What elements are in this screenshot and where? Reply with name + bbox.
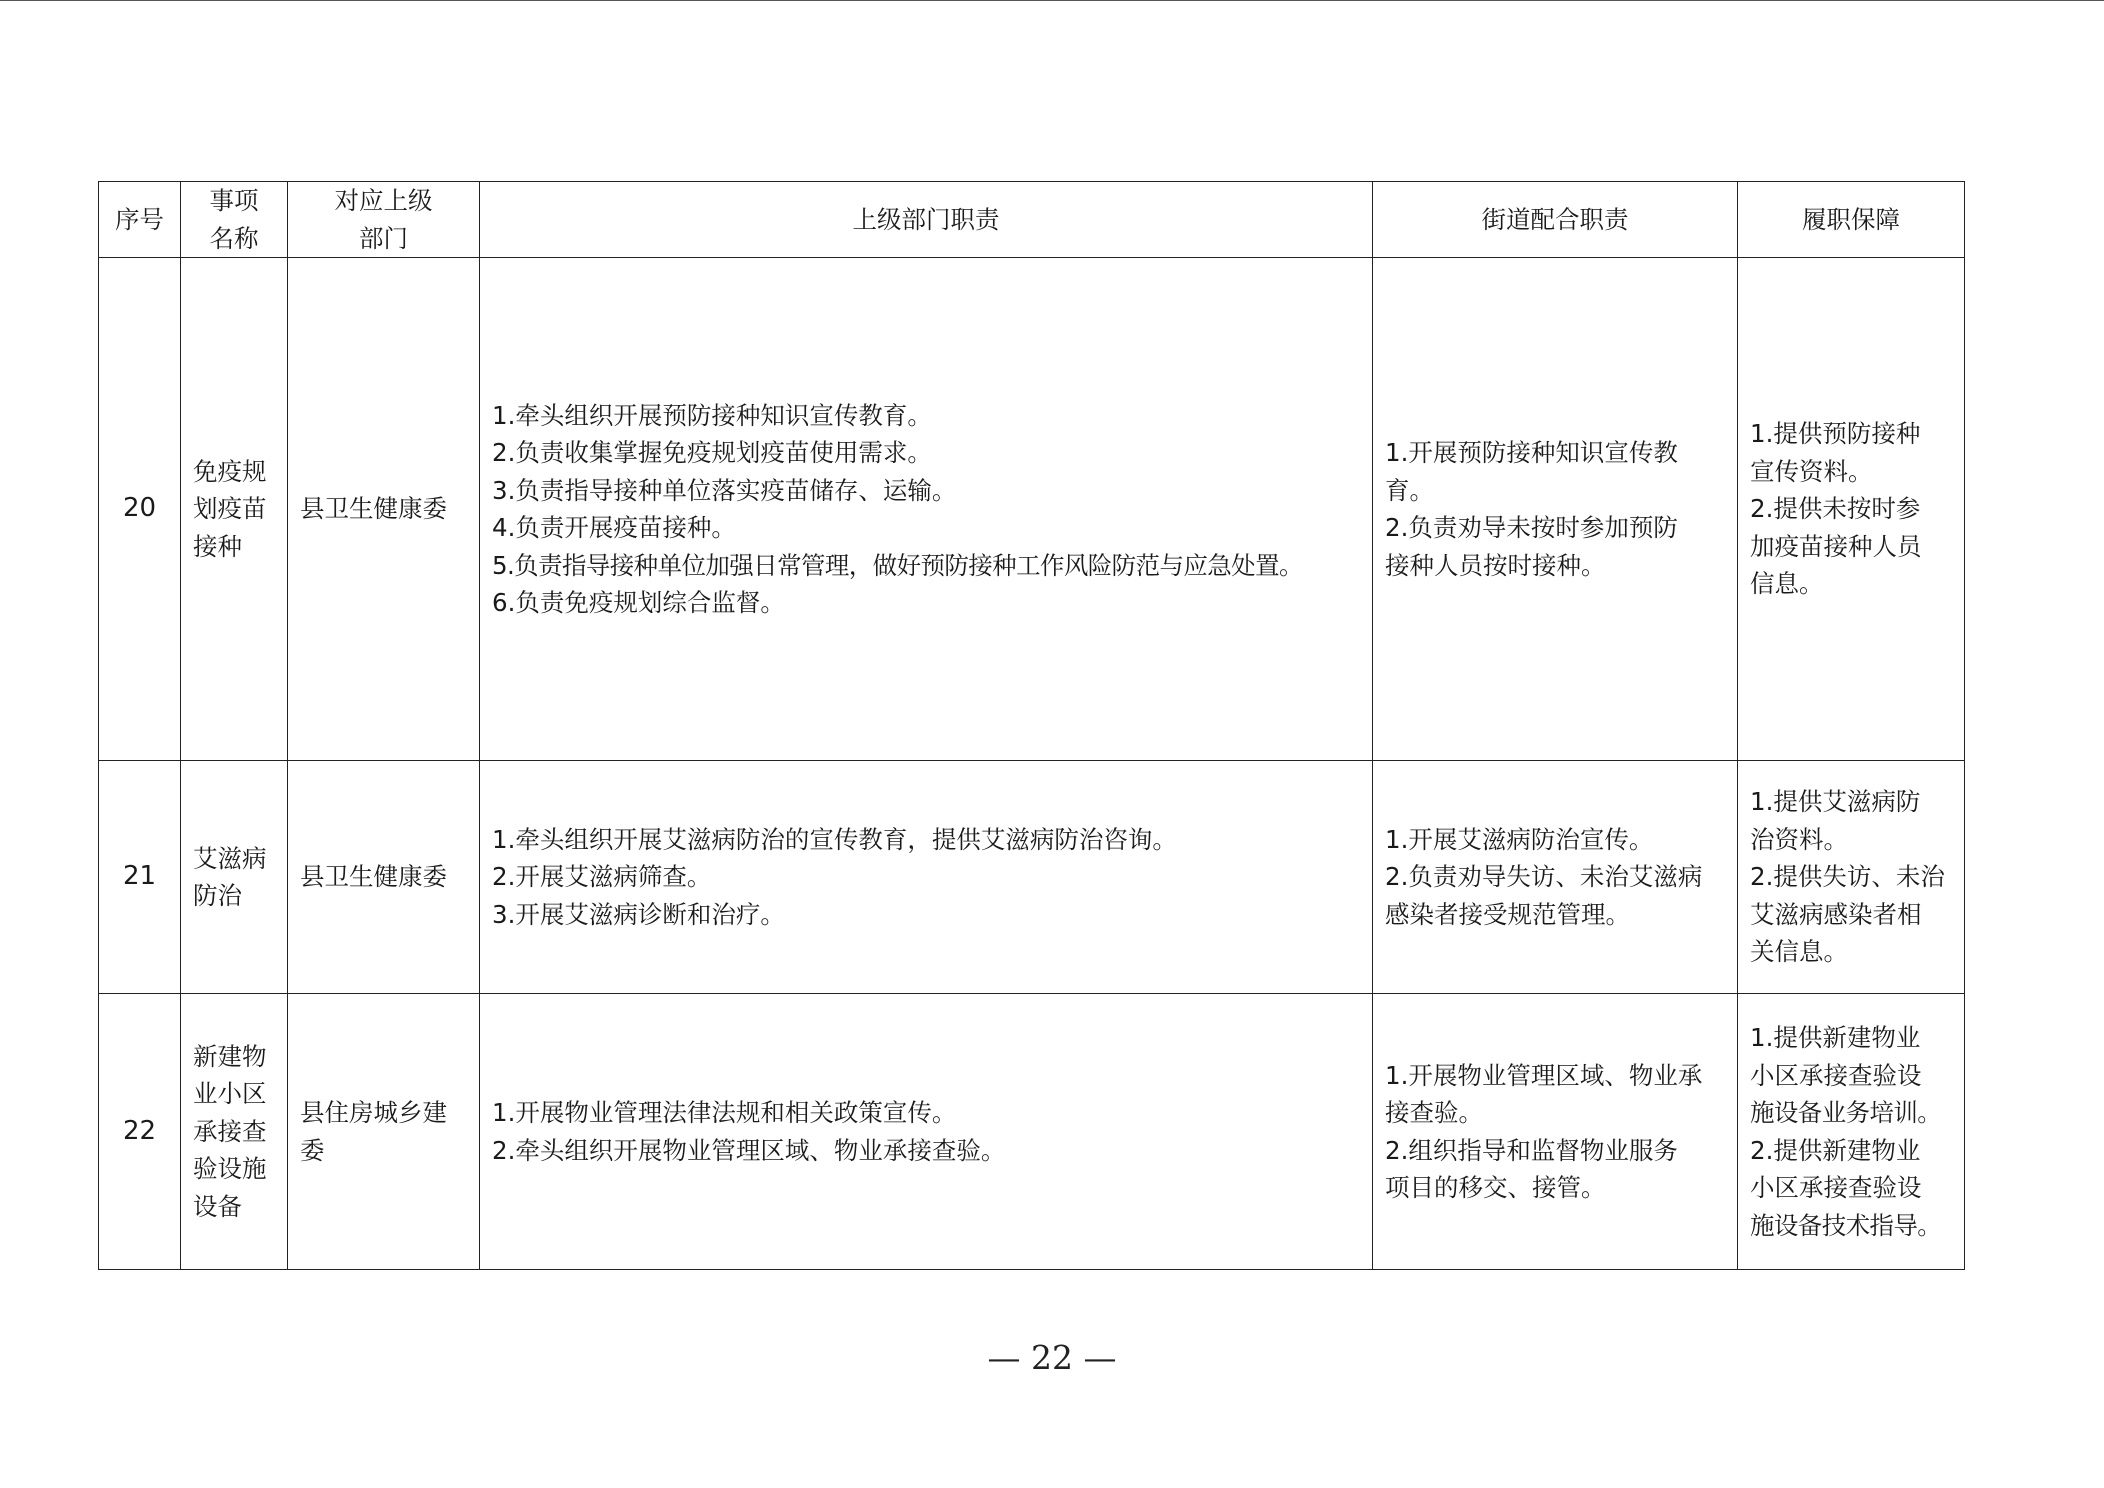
header-superior-duties: 上级部门职责	[480, 182, 1373, 258]
row-item-name: 艾滋病 防治	[181, 761, 288, 994]
table-row	[99, 994, 1965, 1270]
row-item-name: 新建物 业小区 承接查 验设施 设备	[181, 994, 288, 1270]
header-serial: 序号	[99, 182, 181, 258]
header-guarantee: 履职保障	[1738, 182, 1965, 258]
row-superior-dept: 县卫生健康委	[288, 258, 480, 761]
header-item-name	[181, 182, 288, 258]
duty-table	[98, 181, 1965, 1270]
table-row	[99, 761, 1965, 994]
row-guarantee: 1.提供新建物业 小区承接查验设 施设备业务培训。 2.提供新建物业 小区承接查验设 施设备技术指导。	[1738, 994, 1965, 1270]
header-item-name-text: 事项 名称	[209, 186, 259, 253]
row-street-duties: 1.开展物业管理区域、物业承 接查验。 2.组织指导和监督物业服务 项目的移交、接管。	[1373, 994, 1738, 1270]
row-superior-dept: 县住房城乡建 委	[288, 994, 480, 1270]
row-street-duties: 1.开展艾滋病防治宣传。 2.负责劝导失访、未治艾滋病 感染者接受规范管理。	[1373, 761, 1738, 994]
row-serial: 21	[99, 761, 181, 994]
row-serial: 20	[99, 258, 181, 761]
row-superior-duties: 1.牵头组织开展预防接种知识宣传教育。 2.负责收集掌握免疫规划疫苗使用需求。 3.负责指导接种单位落实疫苗储存、运输。 4.负责开展疫苗接种。 5.负责指导接种单位加强日常管理，做好预防接种工作风险防范与应急处置。 6.负责免疫规划综合监督。	[480, 258, 1373, 761]
row-guarantee: 1.提供预防接种 宣传资料。 2.提供未按时参 加疫苗接种人员 信息。	[1738, 258, 1965, 761]
row-serial: 22	[99, 994, 181, 1270]
header-superior-dept	[288, 182, 480, 258]
table-row	[99, 258, 1965, 761]
row-guarantee: 1.提供艾滋病防 治资料。 2.提供失访、未治 艾滋病感染者相 关信息。	[1738, 761, 1965, 994]
row-street-duties: 1.开展预防接种知识宣传教 育。 2.负责劝导未按时参加预防 接种人员按时接种。	[1373, 258, 1738, 761]
row-superior-duties: 1.开展物业管理法律法规和相关政策宣传。 2.牵头组织开展物业管理区域、物业承接查验。	[480, 994, 1373, 1270]
header-superior-dept-text: 对应上级 部门	[334, 186, 433, 253]
row-superior-duties: 1.牵头组织开展艾滋病防治的宣传教育，提供艾滋病防治咨询。 2.开展艾滋病筛查。 3.开展艾滋病诊断和治疗。	[480, 761, 1373, 994]
header-row	[99, 182, 1965, 258]
top-border-line	[0, 0, 2104, 1]
header-street-duties: 街道配合职责	[1373, 182, 1738, 258]
page-number: — 22 —	[987, 1338, 1117, 1377]
row-superior-dept: 县卫生健康委	[288, 761, 480, 994]
row-item-name: 免疫规 划疫苗 接种	[181, 258, 288, 761]
